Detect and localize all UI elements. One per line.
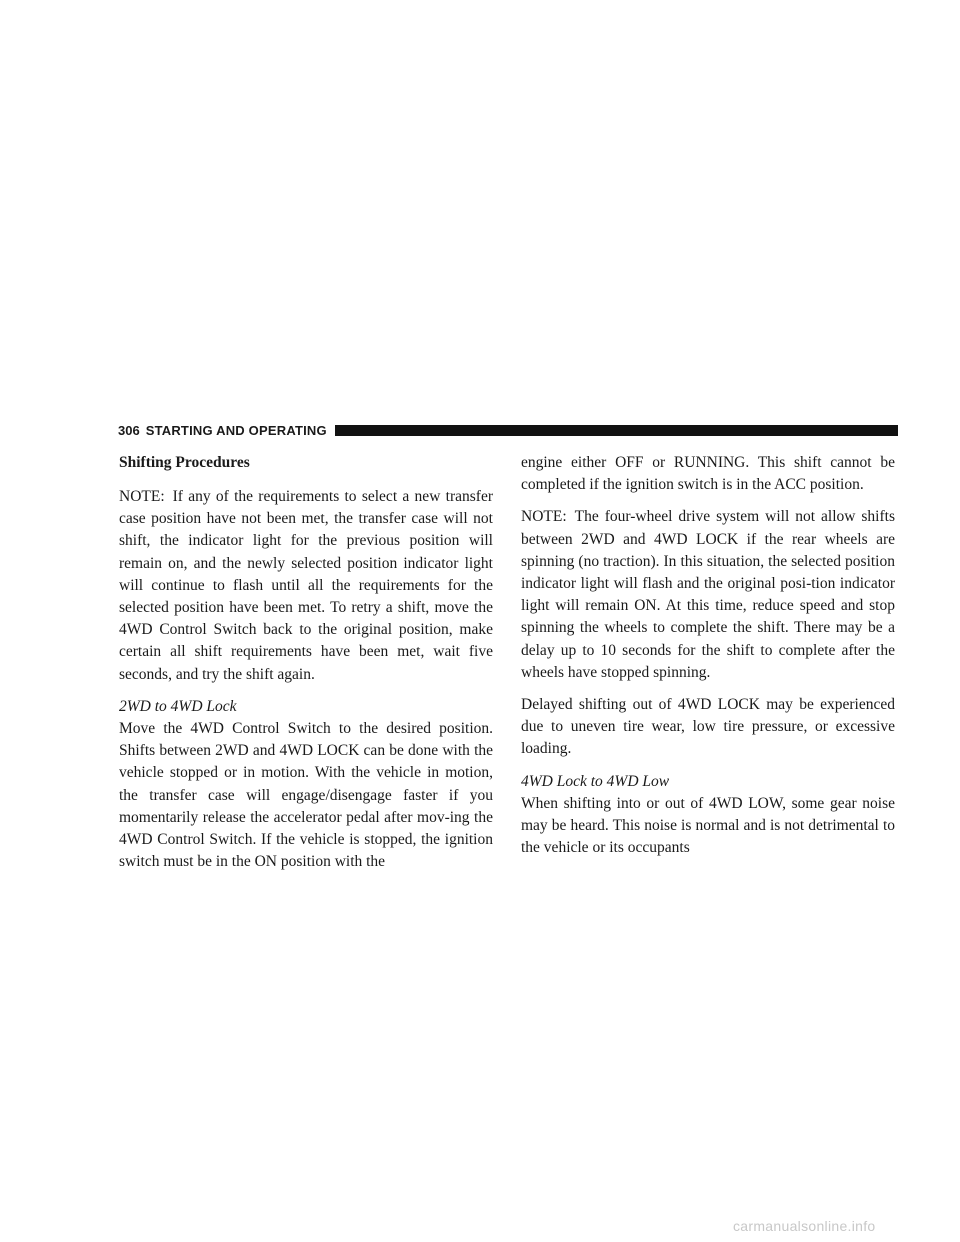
page-number: 306	[118, 422, 140, 438]
note-paragraph-2	[521, 506, 895, 684]
note-label: NOTE:	[119, 488, 165, 505]
watermark-text: carmanualsonline.info	[733, 1218, 876, 1234]
note-text: The four-wheel drive system will not allow shifts between 2WD and 4WD LOCK if the rear wheels are spinning (no traction). In this situation, the selected position indicator light will flash and the original posi-tion indicator light will remain ON. At this time, reduce speed and stop spinning the wheels to complete the shift. There may be a delay up to 10 seconds for the shift to complete after the wheels have stopped spinning.	[521, 508, 895, 681]
paragraph-4wd-low: When shifting into or out of 4WD LOW, some gear noise may be heard. This noise is normal and is not detrimental to the vehicle or its occupants	[521, 794, 895, 857]
paragraph-2wd-to-4wd-lock: Move the 4WD Control Switch to the desired position. Shifts between 2WD and 4WD LOCK can be done with the vehicle stopped or in motion. With the vehicle in motion, the transfer case will engage/disengage faster if you momentarily release the accelerator pedal after mov-ing the 4WD Control Switch. If the vehicle is stopped, the ignition switch must be in the ON position with the	[119, 720, 493, 871]
note-paragraph-1	[119, 486, 493, 686]
heading-shifting-procedures: Shifting Procedures	[119, 454, 250, 471]
section-title: STARTING AND OPERATING	[145, 422, 327, 438]
subheading-2wd-to-4wd-lock: 2WD to 4WD Lock	[119, 697, 237, 715]
page-header	[118, 421, 898, 439]
left-column	[119, 452, 493, 883]
header-rule	[335, 425, 898, 436]
note-label: NOTE:	[521, 508, 567, 526]
right-column	[521, 452, 895, 869]
note-text: If any of the requirements to select a new transfer case position have not been met, the transfer case will not shift, the indicator light for the previous position will remain on, and the newly selected position indicator light will continue to flash until all the requirements for the selected position have been met. To retry a shift, move the 4WD Control Switch back to the original position, make certain all shift requirements have been met, wait five seconds, and try the shift again.	[119, 488, 493, 683]
paragraph-continued: engine either OFF or RUNNING. This shift cannot be completed if the ignition switch is in the ACC position.	[521, 454, 895, 494]
subheading-4wd-lock-to-4wd-low: 4WD Lock to 4WD Low	[521, 772, 670, 790]
paragraph-delayed-shifting: Delayed shifting out of 4WD LOCK may be experienced due to uneven tire wear, low tire pressure, or excessive loading.	[521, 696, 895, 758]
